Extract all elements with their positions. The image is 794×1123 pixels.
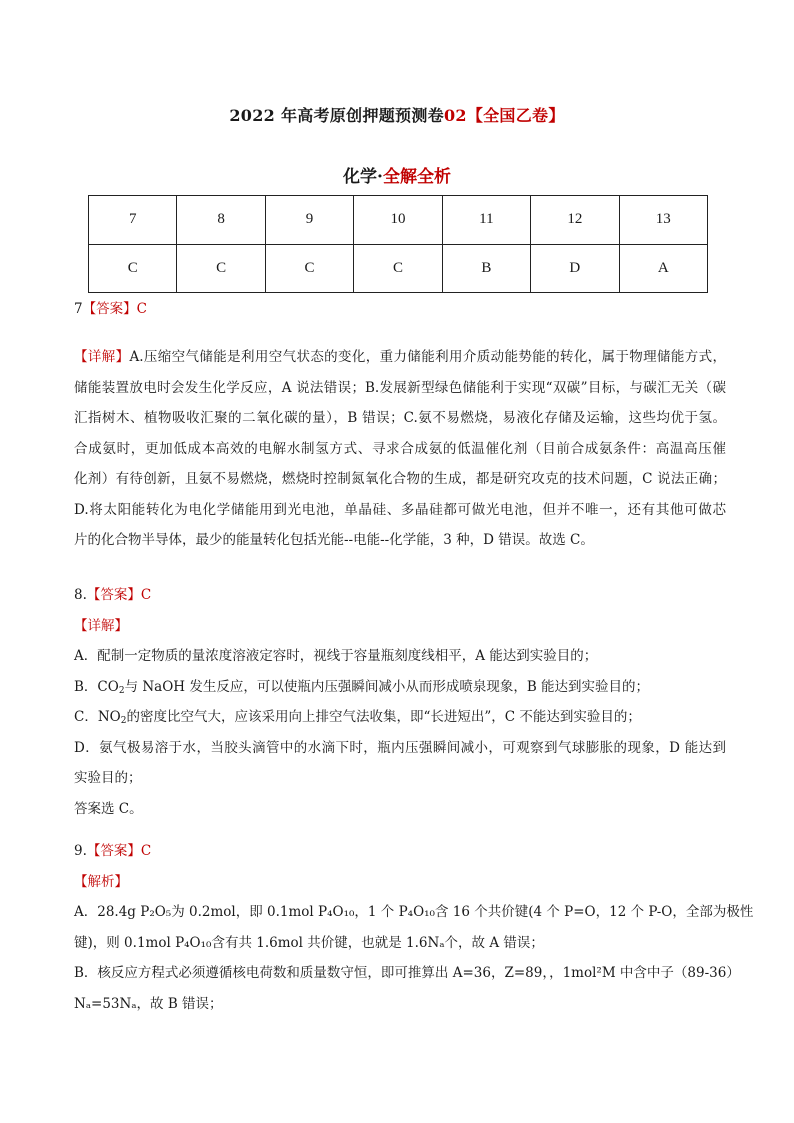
q8-conclusion: 答案选 C。: [74, 800, 143, 817]
q8-option-c-prefix: C．NO: [74, 709, 121, 725]
title-code: 02: [443, 106, 467, 125]
answer-cell: C: [354, 244, 442, 293]
answer-cell: C: [89, 244, 177, 293]
q9-option-b-line2: Nₐ=53Nₐ，故 B 错误；: [74, 995, 223, 1012]
answer-table-answer-row: [89, 244, 708, 293]
question-number-cell: 10: [354, 196, 442, 245]
q7-detail-line: D.将太阳能转化为电化学储能用到光电池，单晶硅、多晶硅都可做光电池，但并不唯一，还有其他可做芯: [74, 501, 726, 518]
question-number-cell: 9: [265, 196, 353, 245]
q7-detail: [74, 342, 726, 556]
q7-detail-label: 【详解】: [74, 349, 130, 365]
answer-table: [88, 195, 708, 293]
q8-detail-label: 【详解】: [74, 617, 128, 634]
q7-answer-line: [74, 294, 726, 325]
question-number-cell: 11: [442, 196, 530, 245]
q9-analysis-label: 【解析】: [74, 873, 128, 890]
answer-cell: D: [531, 244, 619, 293]
q8-answer-label: 【答案】: [86, 587, 141, 603]
answer-cell: C: [265, 244, 353, 293]
q8-option-b-text: 与 NaOH 发生反应，可以使瓶内压强瞬间减小从而形成喷泉现象，B 能达到实验目的；: [124, 678, 650, 695]
question-number-cell: 7: [89, 196, 177, 245]
answer-cell: B: [442, 244, 530, 293]
q9-number: 9.: [74, 843, 87, 859]
q8-option-c-text: 的密度比空气大，应该采用向上排空气法收集，即“长进短出”，C 不能达到实验目的；: [126, 709, 641, 725]
q8-option-b-subscript: 2: [118, 685, 125, 696]
q8-number: 8.: [74, 587, 87, 603]
q9-option-a-line2: 键)，则 0.1mol P₄O₁₀含有共 1.6mol 共价键，也就是 1.6Nₐ个，故 A 错误；: [74, 934, 544, 951]
q9-option-b-line1: B．核反应方程式必须遵循核电荷数和质量数守恒，即可推算出 A=36，Z=89，，1mol²M 中含中子（89-36）: [74, 965, 740, 981]
answer-cell: A: [619, 244, 707, 293]
subtitle-accent: 全解全析: [382, 167, 451, 187]
q7-detail-line: 汇指树木、植物吸收汇聚的二氧化碳的量），B 错误；C.氨不易燃烧，易液化存储及运输，这些均优于氢。: [74, 410, 726, 426]
q7-detail-line: A.压缩空气储能是利用空气状态的变化，重力储能利用介质动能势能的转化，属于物理储能方式，: [129, 349, 727, 365]
question-number-cell: 13: [619, 196, 707, 245]
page-subtitle: [0, 162, 794, 187]
question-number-cell: 8: [177, 196, 265, 245]
q7-detail-line: 化剂）有待创新，且氨不易燃烧，燃烧时控制氮氧化合物的生成，都是研究攻克的技术问题，C 说法正确；: [74, 471, 726, 487]
q9-option-a-line1: A．28.4g P₂O₅为 0.2mol，即 0.1mol P₄O₁₀，1 个 P₄O₁₀含 16 个共价键(4 个 P=O，12 个 P-O，全部为极性: [74, 904, 754, 920]
q7-answer-label: 【答案】: [82, 301, 137, 317]
q7-detail-line: 片的化合物半导体，最少的能量转化包括光能--电能--化学能，3 种，D 错误。故选 C。: [74, 532, 594, 548]
q8-option-c: [74, 702, 726, 733]
answer-table-header-row: [89, 196, 708, 245]
q9-block: [74, 836, 754, 1019]
title-region: 【全国乙卷】: [466, 106, 565, 125]
page-title: [0, 103, 794, 126]
q7-detail-line: 储能装置放电时会发生化学反应，A 说法错误；B.发展新型绿色储能利于实现“双碳”目标，与碳汇无关（碳: [74, 379, 726, 396]
question-number-cell: 12: [531, 196, 619, 245]
q8-answer: C: [140, 587, 152, 603]
q7-detail-line: 合成氨时，更加低成本高效的电解水制氢方式、寻求合成氨的低温催化剂（目前合成氨条件：高温高压催: [74, 440, 726, 457]
q7-number: 7: [74, 301, 83, 317]
q8-option-d-line2: 实验目的；: [74, 770, 142, 786]
q8-option-c-subscript: 2: [120, 716, 127, 726]
q7-answer: C: [136, 301, 147, 317]
q9-answer: C: [140, 843, 152, 859]
q8-option-d-line1: D．氨气极易溶于水，当胶头滴管中的水滴下时，瓶内压强瞬间减小，可观察到气球膨胀的现象，D 能达到: [74, 739, 726, 756]
q8-block: [74, 580, 726, 824]
answer-cell: C: [177, 244, 265, 293]
q8-option-b: [74, 672, 726, 703]
title-main: 2022 年高考原创押题预测卷: [229, 106, 444, 125]
q8-option-b-prefix: B．CO: [74, 678, 119, 695]
subtitle-main: 化学·: [343, 167, 383, 187]
q9-answer-label: 【答案】: [86, 843, 141, 859]
q8-option-a: A．配制一定物质的量浓度溶液定容时，视线于容量瓶刻度线相平，A 能达到实验目的；: [74, 648, 598, 664]
